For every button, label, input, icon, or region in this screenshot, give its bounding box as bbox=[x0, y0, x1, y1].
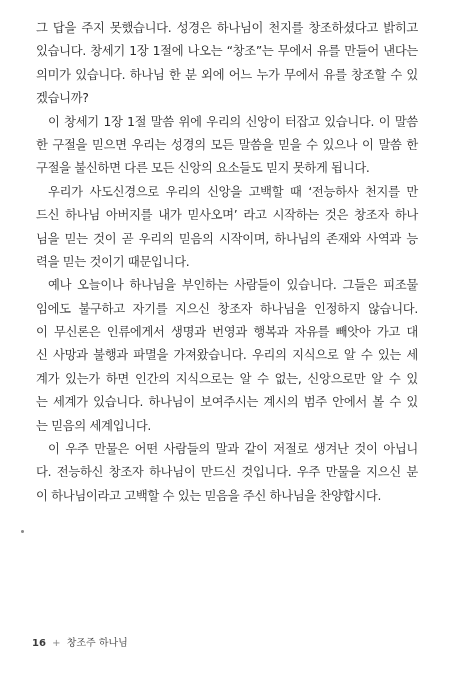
text-line: 의미가 있습니다. 하나님 한 분 외에 어느 누가 무에서 유를 창조할 수 있 bbox=[36, 67, 418, 82]
text-line: 이 무신론은 인류에게서 생명과 번영과 행복과 자유를 빼앗아 가고 대 bbox=[36, 325, 418, 340]
text-line: 다. 전능하신 창조자 하나님이 만드신 것입니다. 우주 만물을 지으신 분 bbox=[36, 465, 418, 480]
text-line: 우리가 사도신경으로 우리의 신앙을 고백할 때 ‘전능하사 천지를 만 bbox=[48, 184, 418, 199]
text-line: 겠습니까? bbox=[36, 91, 89, 106]
text-line: 임에도 불구하고 자기를 지으신 창조자 하나님을 인정하지 않습니다. bbox=[36, 301, 418, 316]
text-line: 계가 있는가 하면 인간의 지식으로는 알 수 없는, 신앙으로만 알 수 있 bbox=[36, 371, 418, 386]
text-line: 이 하나님이라고 고백할 수 있는 믿음을 주신 하나님을 찬양합시다. bbox=[36, 488, 382, 503]
text-line: 드신 하나님 아버지를 내가 믿사오며’ 라고 시작하는 것은 창조자 하나 bbox=[36, 208, 418, 223]
text-line: 그 답을 주지 못했습니다. 성경은 하나님이 천지를 창조하셨다고 밝히고 bbox=[36, 21, 418, 35]
footer-separator: + bbox=[52, 638, 61, 649]
text-line: 한 구절을 믿으면 우리는 성경의 모든 말씀을 믿을 수 있으나 이 말씀 한 bbox=[36, 137, 418, 152]
paragraph bbox=[36, 438, 418, 508]
page-number: 16 bbox=[32, 638, 46, 649]
text-line: 님을 믿는 것이 곧 우리의 믿음의 시작이며, 하나님의 존재와 사역과 능 bbox=[36, 231, 418, 246]
paragraph bbox=[36, 111, 418, 181]
text-line: 는 세계가 있습니다. 하나님이 보여주시는 계시의 범주 안에서 볼 수 있 bbox=[36, 395, 418, 410]
text-line: 는 믿음의 세계입니다. bbox=[36, 418, 152, 433]
text-line: 구절을 불신하면 다른 모든 신앙의 요소들도 믿지 못하게 됩니다. bbox=[36, 161, 370, 176]
page-footer bbox=[32, 634, 128, 649]
paragraph bbox=[36, 181, 418, 275]
text-line: 있습니다. 창세기 1장 1절에 나오는 “창조”는 무에서 유를 만들어 낸다는 bbox=[36, 44, 418, 59]
text-line: 이 우주 만물은 어떤 사람들의 말과 같이 저절로 생겨난 것이 아닙니 bbox=[48, 442, 418, 457]
paragraph bbox=[36, 17, 418, 111]
body-text bbox=[36, 17, 418, 508]
text-line: 이 창세기 1장 1절 말씀 위에 우리의 신앙이 터잡고 있습니다. 이 말씀 bbox=[48, 114, 418, 129]
text-line: 신 사망과 불행과 파멸을 가져왔습니다. 우리의 지식으로 알 수 있는 세 bbox=[36, 348, 418, 363]
text-line: 력을 믿는 것이기 때문입니다. bbox=[36, 254, 190, 269]
margin-mark bbox=[21, 530, 24, 533]
text-line: 예나 오늘이나 하나님을 부인하는 사람들이 있습니다. 그들은 피조물 bbox=[48, 278, 418, 293]
paragraph bbox=[36, 274, 418, 438]
running-title: 창조주 하나님 bbox=[66, 638, 128, 649]
